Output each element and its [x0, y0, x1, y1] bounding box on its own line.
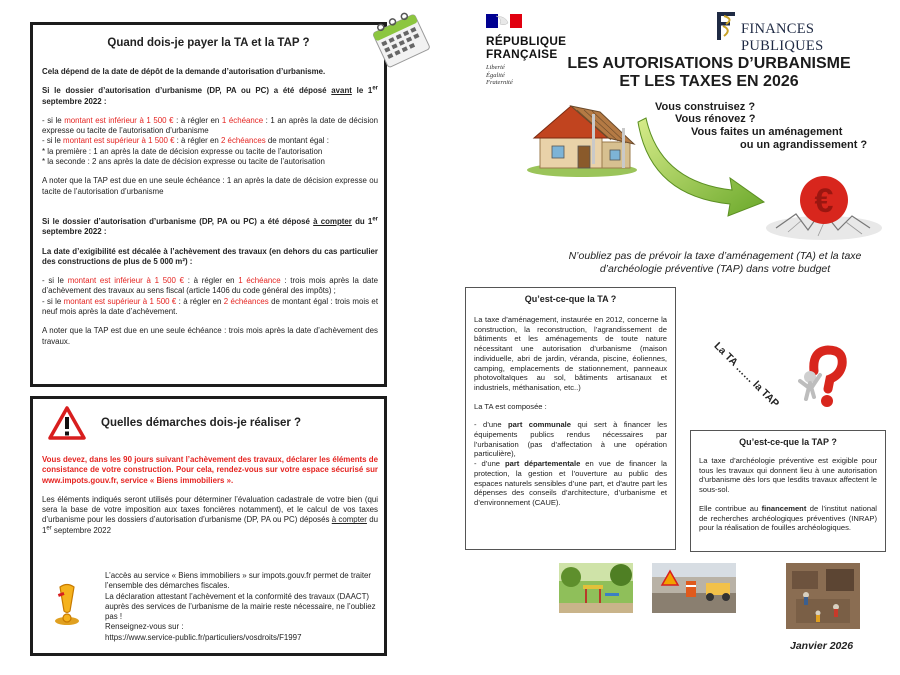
exclamation-icon	[47, 583, 87, 627]
ta-box-body	[466, 315, 675, 508]
section1-item4: * la seconde : 2 ans après la date de décision expresse ou tacite de l’autorisation	[42, 157, 325, 167]
ta-definition: La taxe d’aménagement, instaurée en 2012, concerne la construction, la reconstruction, l’agrandissement de bâtiments et les aménagements de toute nature nécessitant une autorisation d’urbanisme (maison individuelle, abri de jardin, véranda, piscine, éoliennes, camping, emplacements de stationnement, panneaux photovoltaïques au sol, bâtiments artisanaux et industriels, méthanisation, etc..)	[474, 315, 667, 392]
house-renovation-illustration	[522, 98, 642, 178]
procedures-panel	[30, 396, 387, 656]
footer-service-access: L’accès au service « Biens immobiliers » sur impots.gouv.fr permet de traiter l’ensemble des démarches fiscales.	[105, 571, 372, 591]
ta-communal-part: - d’une part communale qui sert à financer les équipements publics rendus nécessaires par l’urbanisation (pas d’affectation à une opération particulière),	[474, 420, 667, 459]
question-mark-figure-icon	[798, 345, 854, 411]
ta-tap-label: La TA …… la TAP	[711, 340, 782, 410]
payment-timing-title: Quand dois-je payer la TA et la TAP ?	[107, 37, 310, 49]
page-title: LES AUTORISATIONS D’URBANISME ET LES TAXES EN 2026	[567, 55, 851, 90]
section2-heading: Si le dossier d’autorisation d’urbanisme (DP, PA ou PC) a été déposé à compter du 1er septembre 2022 :	[42, 216, 378, 237]
tap-financing: Elle contribue au financement de l’institut national de recherches archéologiques préventives (INRAP) pour la réalisation de fouilles archéologiques.	[699, 503, 877, 533]
payment-timing-body	[42, 67, 378, 347]
calendar-icon	[366, 10, 436, 70]
ta-info-box	[465, 287, 676, 550]
warning-triangle-icon	[47, 405, 87, 441]
rf-name-line1: RÉPUBLIQUE	[486, 34, 567, 48]
marianne-flag-icon	[486, 14, 522, 28]
footer-info: Renseignez-vous sur :	[105, 622, 184, 632]
intro-text: Cela dépend de la date de dépôt de la demande d’autorisation d’urbanisme.	[42, 67, 326, 76]
declaration-usage: Les éléments indiqués seront utilisés pour déterminer l’évaluation cadastrale de votre bien (qui sera la base de votre imposition aux taxes foncières notamment), et le calcul de vos taxes d’urbanisme pour les dossiers d’autorisation d’urbanisme (DP, PA ou PC) déposés à compter du 1er septembre 2022	[42, 494, 378, 535]
section1-note: A noter que la TAP est due en une seule échéance : 1 an après la date de décision expresse ou tacite de l’autorisation d’urbanisme	[42, 176, 378, 196]
section1-item3: * la première : 1 an après la date de décision expresse ou tacite de l’autorisation	[42, 146, 323, 156]
publication-date: Janvier 2026	[790, 640, 854, 652]
svg-text:€: €	[814, 182, 834, 220]
tap-info-box	[690, 430, 886, 552]
procedures-title: Quelles démarches dois-je réaliser ?	[101, 417, 302, 429]
procedures-footer	[105, 571, 379, 643]
question-renovate: Vous rénovez ?	[675, 113, 756, 125]
ta-departmental-part: - d’une part départementale en vue de financer la protection, la gestion et l’ouverture au public des espaces naturels sensibles d’une part, et d’autre part les dépenses des conseils d’architecture, d’urbanisme et d’environnement (CAUE).	[474, 459, 667, 507]
section2-rule: La date d’exigibilité est décalée à l’achèvement des travaux (en dehors du cas particulier des constructions de plus de 5 000 m²) :	[42, 246, 378, 266]
section1-item1: - si le montant est inférieur à 1 500 € : à régler en 1 échéance : 1 an après la date de décision expresse ou tacite de l’autorisation d’urbanisme	[42, 115, 378, 136]
tap-box-title: Qu’est-ce-que la TAP ?	[739, 437, 837, 447]
rf-name-line2: FRANÇAISE	[486, 47, 558, 61]
roadworks-photo	[652, 563, 736, 613]
finances-publiques-emblem-icon	[712, 10, 738, 42]
footer-link[interactable]: https://www.service-public.fr/particuliers/vosdroits/F1997	[105, 632, 302, 642]
rf-motto: Liberté Égalité Fraternité	[486, 64, 513, 86]
euro-crater-illustration	[762, 170, 884, 245]
ta-box-title: Qu’est-ce-que la TA ?	[524, 294, 617, 304]
procedures-body	[42, 455, 378, 545]
tap-definition: La taxe d’archéologie préventive est exigible pour tous les travaux qui donnent lieu à une autorisation d’urbanisme dès lors que lesdits travaux affectent le sous-sol.	[699, 456, 877, 495]
tap-box-body	[691, 456, 885, 533]
archaeological-dig-photo	[786, 563, 860, 629]
playground-photo	[559, 563, 633, 613]
question-build: Vous construisez ?	[655, 101, 756, 113]
section2-item2: - si le montant est supérieur à 1 500 € : à régler en 2 échéances de montant égal : trois mois et neuf mois après la date d’achèvement.	[42, 296, 379, 317]
footer-daact: La déclaration attestant l’achèvement et la conformité des travaux (DAACT) auprès des services de l’urbanisme de la mairie reste nécessaire, ne l’oubliez pas !	[105, 591, 376, 622]
section1-item2: - si le montant est supérieur à 1 500 € : à régler en 2 échéances de montant égal :	[42, 136, 329, 146]
section1-heading: Si le dossier d’autorisation d’urbanisme (DP, PA ou PC) a été déposé avant le 1er septembre 2022 :	[42, 85, 378, 106]
budget-reminder: N’oubliez pas de prévoir la taxe d’aménagement (TA) et la taxe d’archéologie préventive (TAP) dans votre budget	[568, 250, 862, 275]
section2-note: A noter que la TAP est due en une seule échéance : trois mois après la date d’achèvement des travaux.	[42, 326, 378, 346]
question-extension: ou un agrandissement ?	[740, 139, 868, 151]
finances-publiques-name: FINANCES PUBLIQUES	[741, 21, 824, 54]
declaration-warning: Vous devez, dans les 90 jours suivant l’achèvement des travaux, déclarer les éléments de consistance de votre construction. Pour cela, rendez-vous sur votre espace sécurisé sur www.impots.gouv.fr, service « Biens immobiliers ».	[42, 455, 378, 485]
question-development: Vous faites un aménagement	[691, 126, 843, 138]
payment-timing-panel	[30, 22, 387, 387]
ta-composition: La TA est composée :	[474, 401, 547, 411]
section2-item1: - si le montant est inférieur à 1 500 € : à régler en 1 échéance : trois mois après la date d’achèvement des travaux au sens fiscal (article 1406 du code général des impôts) ;	[42, 276, 379, 296]
